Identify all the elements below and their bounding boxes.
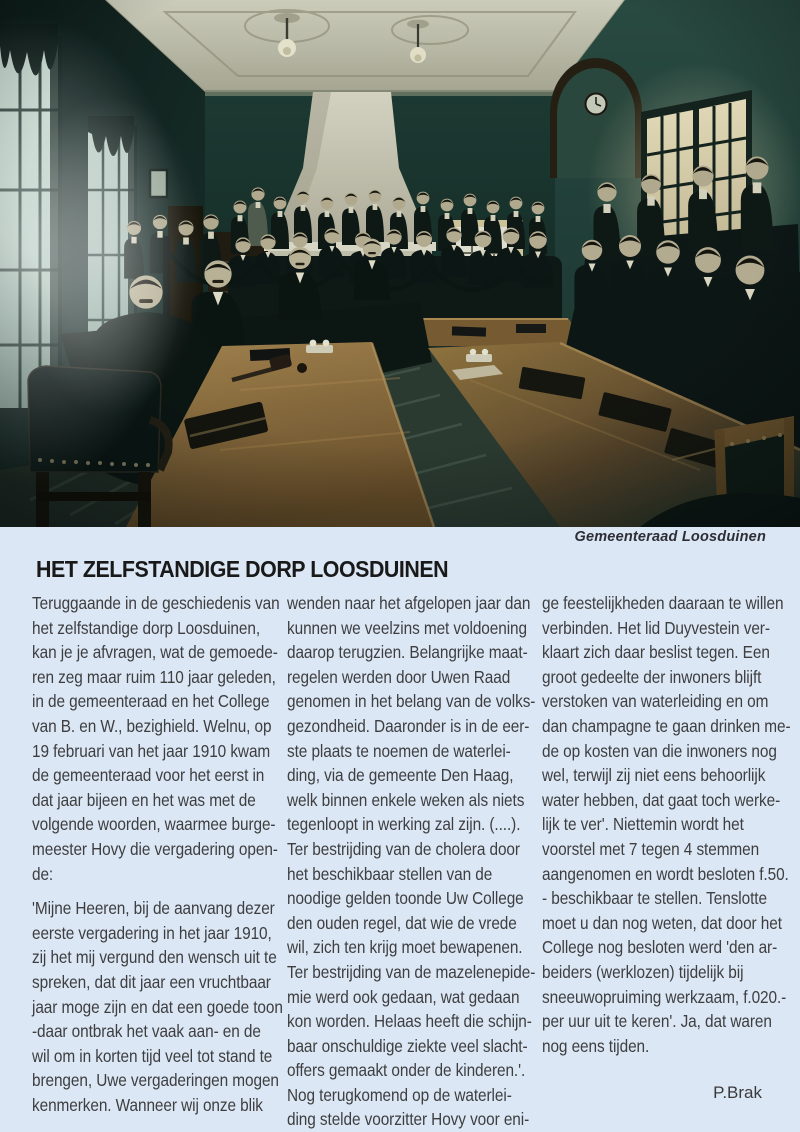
text-column-1: Teruggaande in de geschiedenis van het zelfstandige dorp Loosduinen, kan je je afvragen, wat de gemoede- ren zeg maar ruim 110 jaar geleden, in de gemeenteraad en het College van B. en W., bezighield. Welnu, op 19 februari van het jaar 1910 kwam de gemeenteraad voor het eerst in dat jaar bijeen en het was met de volgende woorden, waarmee burge- meester Hovy die vergadering open- de: 'Mijne Heeren, bij de aanvang dezer eerste vergadering in het jaar 1910, zij het mij vergund den wensch uit te spreken, dat dit jaar een vruchtbaar jaar moge zijn en dat een goede toon -daar ontbrak het vaak aan- en de wil om in korten tijd veel tot stand te brengen, Uwe vergaderingen mogen kenmerken. Wanneer wij onze blik: [32, 593, 283, 1115]
council-photo: [0, 0, 800, 527]
article-title: HET ZELFSTANDIGE DORP LOOSDUINEN: [36, 556, 449, 582]
council-photo-illustration: [0, 0, 800, 527]
author-credit: P.Brak: [713, 1083, 762, 1102]
vignette: [0, 0, 800, 527]
photo-caption: Gemeenteraad Loosduinen: [574, 529, 766, 545]
article-body: [0, 591, 800, 1132]
text-column-3: ge feestelijkheden daaraan te willen verbinden. Het lid Duyvestein ver- klaart zich daar beslist tegen. Een groot gedeelte der inwoners blijft verstoken van waterleiding en om dan champagne te gaan drinken me- de op kosten van die inwoners nog wel, terwijl zij niet eens behoorlijk water hebben, dat gaat toch werke- lijk te ver'. Niettemin wordt het voorstel met 7 tegen 4 stemmen aangenomen en wordt besloten f.50. - beschikbaar te stellen. Tenslotte moet u dan nog weten, dat door het College nog besloten werd 'den ar- beiders (werklozen) tijdelijk bij sneeuwopruiming werkzaam, f.020.- per uur uit te keren'. Ja, dat waren nog eens tijden.: [542, 593, 791, 1056]
text-column-2: wenden naar het afgelopen jaar dan kunnen we veelzins met voldoening daarop terugzien. Belangrijke maat- regelen werden door Uwen Raad genomen in het belang van de volks- gezondheid. Daaronder is in de eer- ste plaats te noemen de waterlei- ding, via de gemeente Den Haag, welk binnen enkele weken als niets tegenloopt in werking zal zijn. (....). Ter bestrijding van de cholera door het beschikbaar stellen van de noodige gelden toonde Uw College den ouden regel, dat wie de vrede wil, zich ten krijg moet bewapenen. Ter bestrijding van de mazelenepide- mie werd ook gedaan, wat gedaan kon worden. Helaas heeft die schijn- baar onschuldige ziekte veel slacht- offers gemaakt onder de kinderen.'. Nog terugkomend op de waterlei- ding stelde voorzitter Hovy voor eni-: [287, 593, 536, 1130]
